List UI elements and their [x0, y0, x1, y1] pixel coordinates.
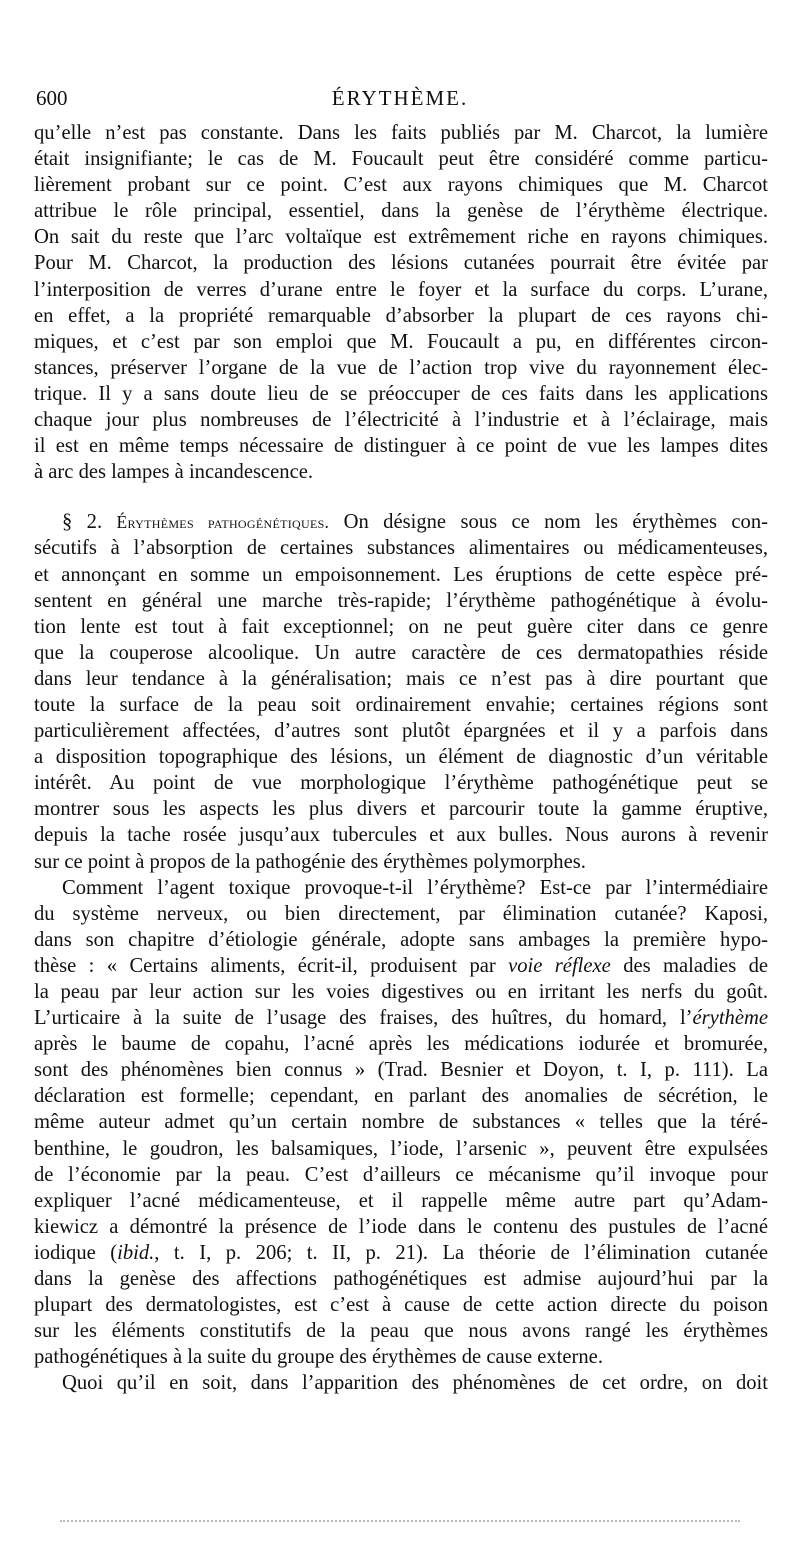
text-line — [34, 1240, 768, 1266]
section-gap — [34, 485, 768, 509]
text-line: l’interposition de verres d’urane entre le foyer et la surface du corps. L’urane, — [34, 278, 768, 301]
text-line: sur les éléments constitutifs de la peau que nous avons rangé les érythèmes — [34, 1320, 768, 1343]
text-line: pathogénétiques à la suite du groupe des érythèmes de cause externe. — [34, 1346, 603, 1369]
page-header — [36, 86, 764, 116]
text-segment: thèse : « Certains aliments, écrit-il, produisent par — [34, 954, 509, 977]
section-heading: Érythèmes pathogénétiques. — [116, 512, 330, 533]
footer-rule — [60, 1520, 740, 1522]
text-line: déclaration est formelle; cependant, en parlant des anomalies de sécrétion, le — [34, 1085, 768, 1108]
text-segment: des maladies de — [610, 954, 769, 977]
text-line: montrer sous les aspects les plus divers et parcourir toute la gamme éruptive, — [34, 798, 768, 821]
text-line: kiewicz a démontré la présence de l’iode dans le contenu des pustules de l’acné — [34, 1215, 768, 1238]
text-line: plupart des dermatologistes, est c’est à cause de cette action directe du poison — [34, 1294, 768, 1317]
text-line: expliquer l’acné médicamenteuse, et il rappelle même autre part qu’Adam- — [34, 1189, 768, 1212]
text-segment: On désigne sous ce nom les érythèmes con- — [329, 511, 768, 534]
text-line: il est en même temps nécessaire de distinguer à ce point de vue les lampes dites — [34, 435, 768, 458]
text-line: intérêt. Au point de vue morphologique l’érythème pathogénétique peut se — [34, 772, 768, 795]
text-line — [34, 1005, 768, 1031]
text-line: sont des phénomènes bien connus » (Trad. Besnier et Doyon, t. I, p. 111). La — [34, 1059, 768, 1082]
text-segment: L’urticaire à la suite de l’usage des fraises, des huîtres, du homard, l’ — [34, 1007, 693, 1030]
text-line: même auteur admet qu’un certain nombre de substances « telles que la téré- — [34, 1111, 768, 1134]
text-line: dans son chapitre d’étiologie générale, adopte sans ambages la première hypo- — [34, 928, 768, 951]
text-line: qu’elle n’est pas constante. Dans les faits publiés par M. Charcot, la lumière — [34, 122, 768, 144]
text-line: était insignifiante; le cas de M. Foucault peut être considéré comme particu- — [34, 148, 768, 171]
running-title: ÉRYTHÈME. — [331, 86, 469, 110]
text-line: Comment l’agent toxique provoque-t-il l’érythème? Est-ce par l’intermédiaire — [62, 876, 768, 899]
italic-term: érythème — [692, 1007, 768, 1030]
text-line: On sait du reste que l’arc voltaïque est extrêmement riche en rayons chimiques. — [34, 226, 768, 249]
italic-term: ibid. — [117, 1241, 155, 1264]
text-line: Pour M. Charcot, la production des lésions cutanées pourrait être évitée par — [34, 252, 768, 275]
text-line: dans la genèse des affections pathogénétiques est admise aujourd’hui par la — [34, 1268, 768, 1291]
text-line: lièrement probant sur ce point. C’est aux rayons chimiques que M. Charcot — [34, 174, 768, 197]
text-line: sécutifs à l’absorption de certaines substances alimentaires ou médicamenteuses, — [34, 537, 768, 560]
text-line: sentent en général une marche très-rapide; l’érythème pathogénétique à évolu- — [34, 589, 768, 612]
text-line: sur ce point à propos de la pathogénie des érythèmes polymorphes. — [34, 850, 586, 873]
text-line: après le baume de copahu, l’acné après les médications iodurée et bromurée, — [34, 1033, 768, 1056]
text-line: Quoi qu’il en soit, dans l’apparition des phénomènes de cet ordre, on doit — [62, 1372, 768, 1395]
text-line — [34, 953, 768, 979]
text-line: tion lente est tout à fait exceptionnel; on ne peut guère citer dans ce genre — [34, 615, 768, 638]
text-line: miques, et c’est par son emploi que M. Foucault a pu, en différentes circon- — [34, 330, 768, 353]
paragraph — [34, 875, 768, 1371]
text-line: a disposition topographique des lésions, un élément de diagnostic d’un véritable — [34, 746, 768, 769]
page-number: 600 — [36, 86, 68, 110]
text-line: la peau par leur action sur les voies digestives ou en irritant les nerfs du goût. — [34, 981, 768, 1003]
text-line: de l’économie par la peau. C’est d’ailleurs ce mécanisme qu’il invoque pour — [34, 1163, 768, 1186]
text-segment: iodique ( — [34, 1241, 118, 1264]
text-line: trique. Il y a sans doute lieu de se préoccuper de ces faits dans les applications — [34, 382, 768, 405]
paragraph — [34, 1370, 768, 1396]
text-line: depuis la tache rosée jusqu’aux tubercules et aux bulles. Nous aurons à revenir — [34, 824, 768, 847]
paragraph-continuation — [34, 120, 768, 485]
text-line: attribue le rôle principal, essentiel, dans la genèse de l’érythème électrique. — [34, 200, 768, 223]
text-segment: , t. I, p. 206; t. II, p. 21). La théorie de l’élimination cutanée — [154, 1241, 768, 1264]
section-heading-line — [34, 509, 768, 535]
text-line: du système nerveux, ou bien directement, par élimination cutanée? Kaposi, — [34, 902, 768, 925]
text-line: chaque jour plus nombreuses de l’électricité à l’industrie et à l’éclairage, mais — [34, 409, 768, 432]
text-line: stances, préserver l’organe de la vue de l’action trop vive du rayonnement élec- — [34, 356, 768, 379]
text-line: dans leur tendance à la généralisation; mais ce n’est pas à dire pourtant que — [34, 667, 768, 690]
text-line: que la couperose alcoolique. Un autre caractère de ces dermatopathies réside — [34, 641, 768, 664]
text-line: en effet, a la propriété remarquable d’absorber la plupart de ces rayons chi- — [34, 304, 768, 327]
text-line: particulièrement affectées, d’autres sont plutôt épargnées et il y a parfois dans — [34, 720, 768, 743]
text-line: et annonçant en somme un empoisonnement. Les éruptions de cette espèce pré- — [34, 563, 768, 586]
text-line: benthine, le goudron, les balsamiques, l’iode, l’arsenic », peuvent être expulsées — [34, 1137, 768, 1160]
text-line: toute la surface de la peau soit ordinairement envahie; certaines régions sont — [34, 693, 768, 716]
section-2-paragraph — [34, 509, 768, 874]
italic-term: voie réflexe — [508, 954, 611, 977]
text-line: à arc des lampes à incandescence. — [34, 461, 314, 484]
body-text — [34, 120, 768, 1397]
section-number: § 2. — [62, 511, 117, 534]
